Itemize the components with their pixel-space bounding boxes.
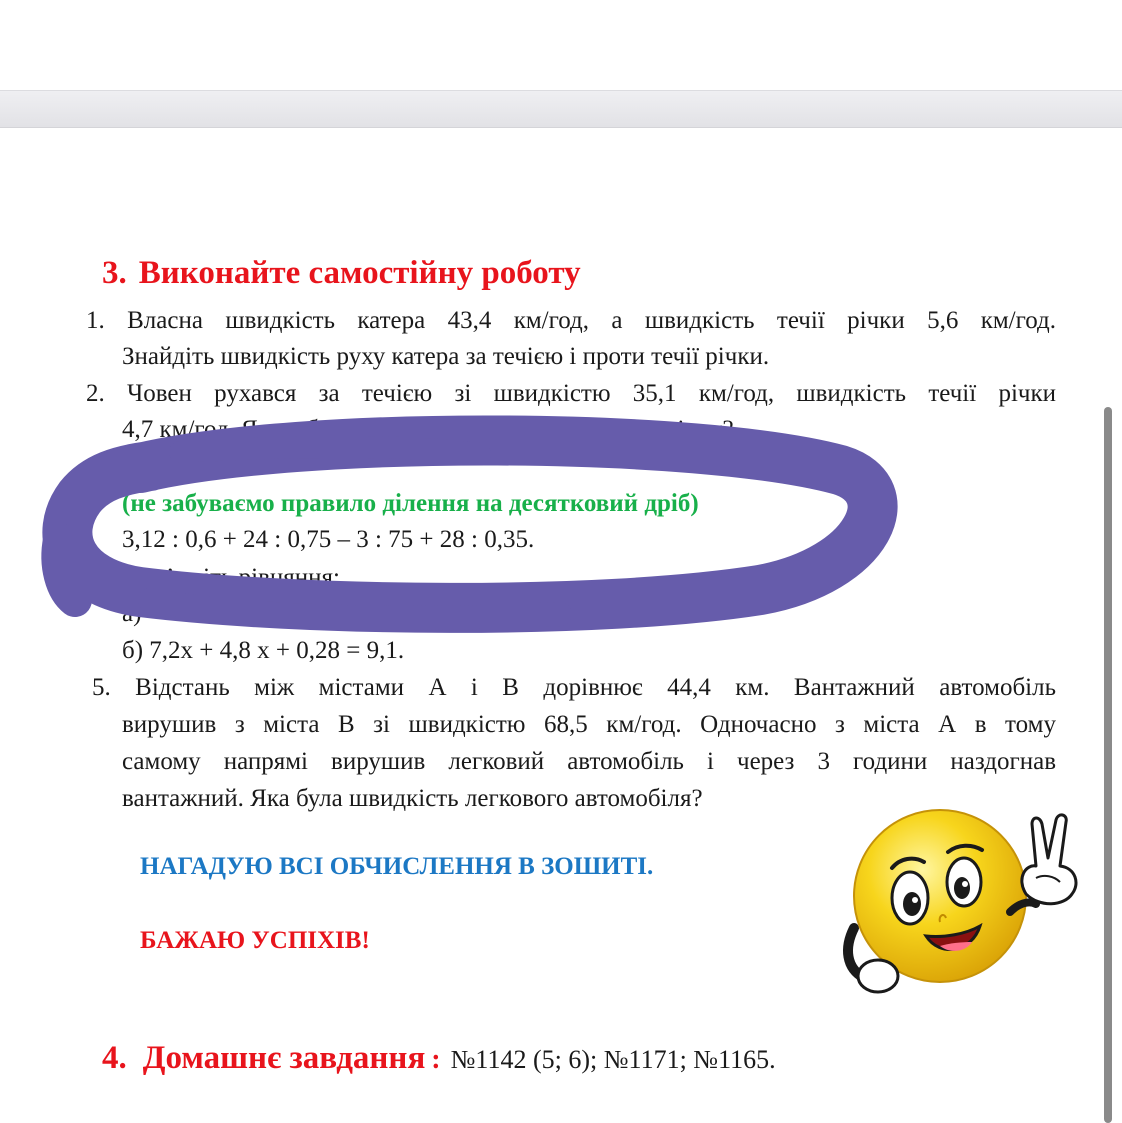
section-4-title: Домашнє завдання	[142, 1040, 426, 1076]
section-4-homework	[102, 1040, 776, 1077]
task-1-line-1: 1. Власна швидкість катера 43,4 км/год, а швидкість течії річки 5,6 км/год.	[86, 307, 1056, 334]
task-4-b: б) 7,2x + 4,8 x + 0,28 = 9,1.	[122, 637, 405, 664]
task-4-intro: ’яжіть рівняння:	[166, 564, 340, 591]
section-3-heading	[102, 255, 581, 292]
task-5-line-2: вирушив з міста В зі швидкістю 68,5 км/год. Одночасно з міста А в тому	[122, 711, 1056, 738]
section-4-number: 4.	[102, 1040, 127, 1076]
task-5-line-3: самому напрямі вирушив легковий автомобіль і через 3 години наздогнав	[122, 748, 1056, 775]
homework-items: №1142 (5; 6); №1171; №1165.	[450, 1045, 776, 1074]
section-3-number: 3.	[102, 255, 127, 291]
scrollbar[interactable]	[1104, 407, 1112, 1123]
task-4-a: а)	[122, 600, 142, 627]
browser-top-bar	[0, 90, 1122, 128]
task-3-expression: 3,12 : 0,6 + 24 : 0,75 – 3 : 75 + 28 : 0,35.	[122, 526, 535, 553]
wish-note: БАЖАЮ УСПІХІВ!	[140, 927, 370, 954]
task-3-hint: (не забуваємо правило ділення на десятковий дріб)	[122, 490, 699, 517]
task-1-line-2: Знайдіть швидкість руху катера за течією і проти течії річки.	[122, 343, 770, 370]
smiley-peace-icon	[840, 808, 1090, 1008]
task-5-line-1: 5. Відстань між містами А і В дорівнює 44,4 км. Вантажний автомобіль	[92, 674, 1056, 701]
reminder-note: НАГАДУЮ ВСІ ОБЧИСЛЕННЯ В ЗОШИТІ.	[140, 853, 654, 880]
task-2-line-2: 4,7 км/год. Якою буде швидкість човна проти течії річки?	[122, 416, 734, 443]
section-4-colon: :	[431, 1044, 441, 1075]
task-2-line-1: 2. Човен рухався за течією зі швидкістю 35,1 км/год, швидкість течії річки	[86, 380, 1056, 407]
section-3-title: Виконайте самостійну роботу	[138, 255, 581, 291]
task-5-line-4: вантажний. Яка була швидкість легкового автомобіля?	[122, 785, 703, 812]
